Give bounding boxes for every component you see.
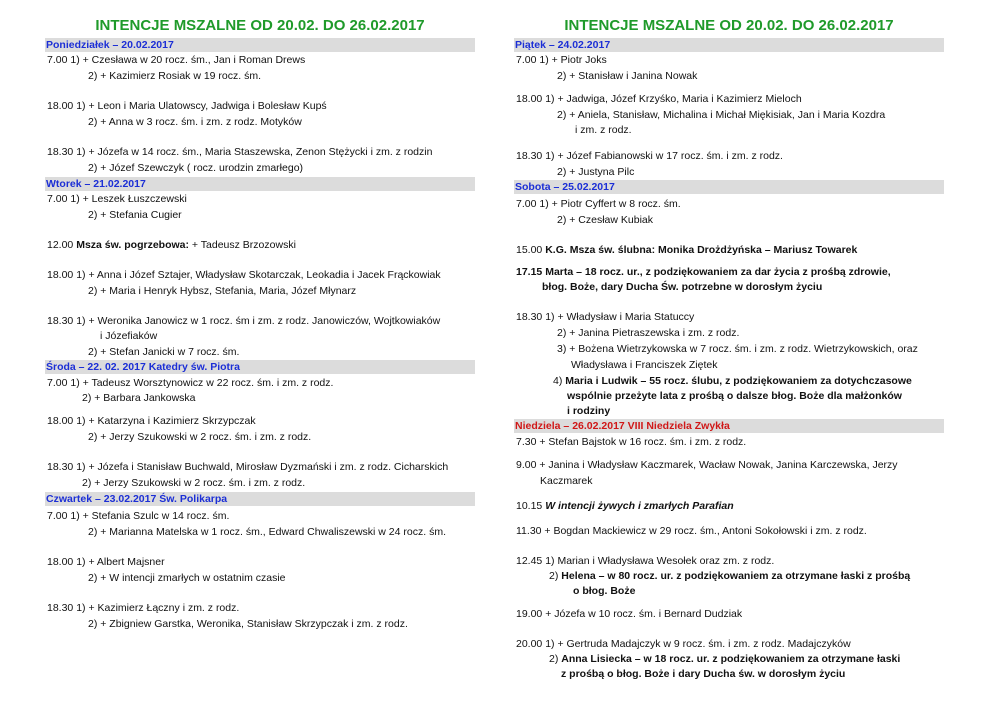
intention-line: 12.45 1) Marian i Władysława Wesołek oraz zm. z rodz. <box>516 555 775 567</box>
intention-line: 2) + Maria i Henryk Hybsz, Stefania, Maria, Józef Młynarz <box>88 285 357 297</box>
intention-line: 2) + W intencji zmarłych w ostatnim czasie <box>88 572 286 584</box>
intention-line: 2) + Józef Szewczyk ( rocz. urodzin zmarłego) <box>88 162 304 174</box>
intention-line: 11.30 + Bogdan Mackiewicz w 29 rocz. śm., Antoni Sokołowski i zm. z rodz. <box>516 525 867 537</box>
intention-line: 18.00 1) + Jadwiga, Józef Krzyśko, Maria i Kazimierz Mieloch <box>516 93 802 105</box>
intention-line: 2) + Zbigniew Garstka, Weronika, Stanisław Skrzypczak i zm. z rodz. <box>88 618 408 630</box>
intention-line: 2) Anna Lisiecka – w 18 rocz. ur. z podziękowaniem za otrzymane łaski <box>549 653 901 665</box>
intention-line: 2) + Jerzy Szukowski w 2 rocz. śm. i zm. z rodz. <box>82 477 306 489</box>
intention-line: 2) Helena – w 80 rocz. ur. z podziękowaniem za otrzymane łaski z prośbą <box>549 570 911 582</box>
intention-line: 2) + Stefan Janicki w 7 rocz. śm. <box>88 346 240 358</box>
intention-line: 7.00 1) + Stefania Szulc w 14 rocz. śm. <box>47 510 230 522</box>
day-wednesday: Środa – 22. 02. 2017 Katedry św. Piotra <box>45 360 475 374</box>
intention-line: 18.00 1) + Albert Majsner <box>47 556 165 568</box>
intention-line: 2) + Anna w 3 rocz. śm. i zm. z rodz. Motyków <box>88 116 302 128</box>
intention-line: 18.00 1) + Anna i Józef Sztajer, Władysław Skotarczak, Leokadia i Jacek Frąckowiak <box>47 269 441 281</box>
intention-line: 7.00 1) + Piotr Cyffert w 8 rocz. śm. <box>516 198 681 210</box>
intention-line: 2) + Kazimierz Rosiak w 19 rocz. śm. <box>88 70 262 82</box>
intention-line: 2) + Barbara Jankowska <box>82 392 196 404</box>
intention-line: 20.00 1) + Gertruda Madajczyk w 9 rocz. śm. i zm. z rodz. Madajczyków <box>516 638 851 650</box>
intention-line: 3) + Bożena Wietrzykowska w 7 rocz. śm. i zm. z rodz. Wietrzykowskich, oraz <box>557 343 918 355</box>
intention-line: 2) + Aniela, Stanisław, Michalina i Michał Miękisiak, Jan i Maria Kozdra <box>557 109 886 121</box>
intention-line: 2) + Stanisław i Janina Nowak <box>557 70 698 82</box>
intention-line: 2) + Justyna Pilc <box>557 166 635 178</box>
intention-line: wspólnie przeżyte lata z prośbą o dalsze błog. Boże dla małżonków <box>567 390 902 402</box>
intention-line: 18.30 1) + Weronika Janowicz w 1 rocz. śm i zm. z rodz. Janowiczów, Wojtkowiaków <box>47 315 441 327</box>
left-title: INTENCJE MSZALNE OD 20.02. DO 26.02.2017 <box>95 17 425 34</box>
intention-line: 2) + Czesław Kubiak <box>557 214 654 226</box>
intention-line: 7.00 1) + Tadeusz Worsztynowicz w 22 rocz. śm. i zm. z rodz. <box>47 377 334 389</box>
intention-line: 19.00 + Józefa w 10 rocz. śm. i Bernard Dudziak <box>516 608 743 620</box>
intention-line: 7.00 1) + Leszek Łuszczewski <box>47 193 187 205</box>
intention-line: 15.00 K.G. Msza św. ślubna: Monika Drożdżyńska – Mariusz Towarek <box>516 244 858 256</box>
intention-line: Kaczmarek <box>540 475 593 487</box>
intention-line: i Józefiaków <box>100 330 158 342</box>
intention-line: 2) + Jerzy Szukowski w 2 rocz. śm. i zm. z rodz. <box>88 431 312 443</box>
intention-line: 18.30 1) + Władysław i Maria Statuccy <box>516 311 695 323</box>
intention-line: 2) + Marianna Matelska w 1 rocz. śm., Edward Chwaliszewski w 24 rocz. śm. <box>88 526 446 538</box>
day-sunday: Niedziela – 26.02.2017 VIII Niedziela Zwykła <box>514 419 944 433</box>
intention-line: 18.30 1) + Józefa w 14 rocz. śm., Maria Staszewska, Zenon Stężycki i zm. z rodzin <box>47 146 433 158</box>
intention-line: błog. Boże, dary Ducha Św. potrzebne w dorosłym życiu <box>542 281 823 293</box>
intention-line: 2) + Stefania Cugier <box>88 209 182 221</box>
intention-line: 18.00 1) + Leon i Maria Ulatowscy, Jadwiga i Bolesław Kupś <box>47 100 327 112</box>
intention-line: 12.00 Msza św. pogrzebowa: + Tadeusz Brzozowski <box>47 239 296 251</box>
intention-line: 7.00 1) + Piotr Joks <box>516 54 607 66</box>
intention-line: 18.30 1) + Kazimierz Łączny i zm. z rodz. <box>47 602 240 614</box>
intention-line: i rodziny <box>567 405 611 417</box>
intention-line: 4) Maria i Ludwik – 55 rocz. ślubu, z podziękowaniem za dotychczasowe <box>553 375 912 387</box>
intention-line: z prośbą o błog. Boże i dary Ducha św. w dorosłym życiu <box>561 668 846 680</box>
intention-line: 7.30 + Stefan Bajstok w 16 rocz. śm. i zm. z rodz. <box>516 436 747 448</box>
right-title: INTENCJE MSZALNE OD 20.02. DO 26.02.2017 <box>564 17 894 34</box>
intention-line: Władysława i Franciszek Ziętek <box>571 359 718 371</box>
day-tuesday: Wtorek – 21.02.2017 <box>45 177 475 191</box>
day-saturday: Sobota – 25.02.2017 <box>514 180 944 194</box>
intention-line: 7.00 1) + Czesława w 20 rocz. śm., Jan i Roman Drews <box>47 54 306 66</box>
intention-line: 17.15 Marta – 18 rocz. ur., z podziękowaniem za dar życia z prośbą zdrowie, <box>516 266 891 278</box>
intention-line: o błog. Boże <box>573 585 636 597</box>
intention-line: 2) + Janina Pietraszewska i zm. z rodz. <box>557 327 740 339</box>
day-monday: Poniedziałek – 20.02.2017 <box>45 38 475 52</box>
intention-line: i zm. z rodz. <box>575 124 632 136</box>
intention-line: 10.15 W intencji żywych i zmarłych Parafian <box>516 500 734 512</box>
intention-line: 18.30 1) + Józefa i Stanisław Buchwald, Mirosław Dyzmański i zm. z rodz. Cicharskich <box>47 461 449 473</box>
day-friday: Piątek – 24.02.2017 <box>514 38 944 52</box>
day-thursday: Czwartek – 23.02.2017 Św. Polikarpa <box>45 492 475 506</box>
intention-line: 18.00 1) + Katarzyna i Kazimierz Skrzypczak <box>47 415 256 427</box>
intention-line: 18.30 1) + Józef Fabianowski w 17 rocz. śm. i zm. z rodz. <box>516 150 783 162</box>
intention-line: 9.00 + Janina i Władysław Kaczmarek, Wacław Nowak, Janina Karczewska, Jerzy <box>516 459 898 471</box>
